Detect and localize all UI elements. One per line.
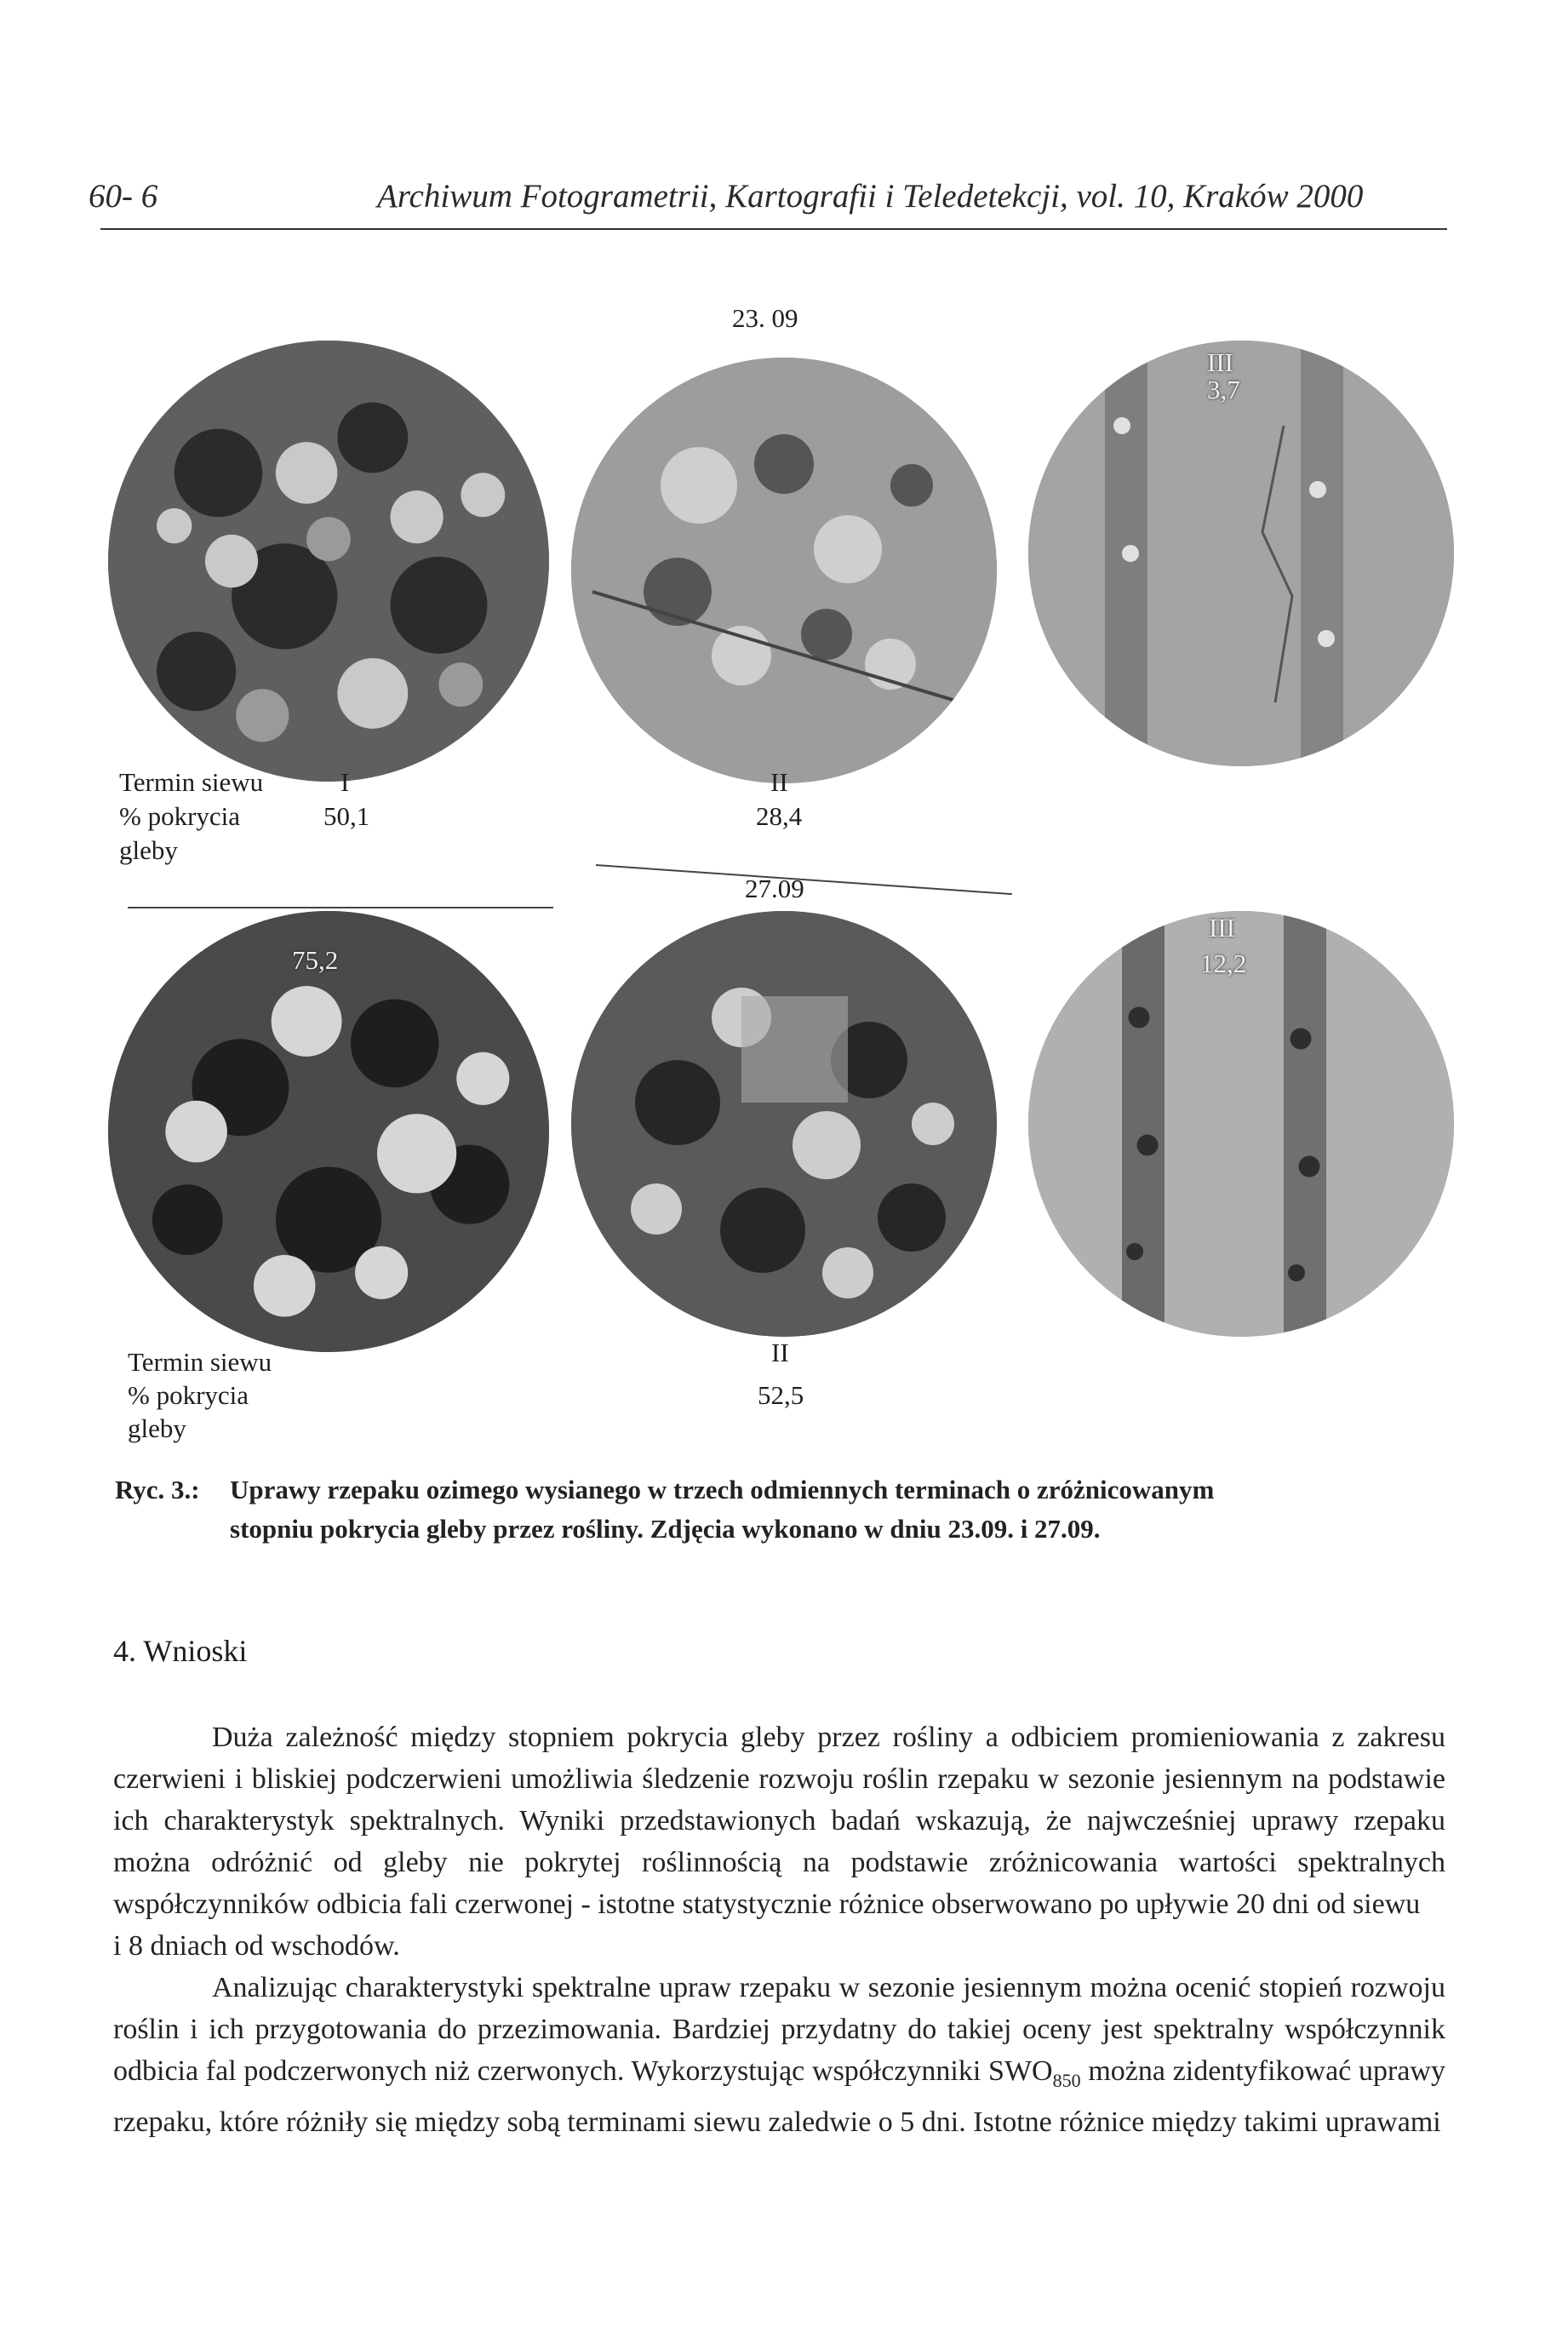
photo-row1-term1 xyxy=(108,341,549,782)
row2-term2-term: II xyxy=(771,1338,789,1367)
paragraph-2-end: można zidentyfikować uprawy rzepaku, które różniły się między sobą terminami siewu zaledwie o 5 dni. Istotne różnice między takimi uprawami xyxy=(113,2055,1445,2138)
row1-label-gleby: gleby xyxy=(119,835,178,865)
row2-term1-overlay-coverage: 75,2 xyxy=(292,945,339,975)
row1-date: 23. 09 xyxy=(732,303,798,333)
row2-label-termin: Termin siewu xyxy=(128,1347,272,1377)
row2-date: 27.09 xyxy=(745,874,804,903)
row2-label-pokrycia: % pokrycia xyxy=(128,1380,249,1410)
figure-caption-line2: stopniu pokrycia gleby przez rośliny. Zdjęcia wykonano w dniu 23.09. i 27.09. xyxy=(230,1514,1101,1544)
figure-caption-line1: Uprawy rzepaku ozimego wysianego w trzech odmiennych terminach o zróżnicowanym xyxy=(230,1475,1215,1504)
page-number: 60- 6 xyxy=(89,178,158,215)
row2-rule-left xyxy=(128,907,553,908)
journal-header: Archiwum Fotogrametrii, Kartografii i Teledetekcji, vol. 10, Kraków 2000 xyxy=(377,178,1364,215)
paragraph-1: Duża zależność między stopniem pokrycia gleby przez rośliny a odbiciem promieniowania z zakresu czerwieni i bliskiej podczerwieni umożliwia śledzenie rozwoju roślin rzepaku w sezonie jesiennym na podstawie ich charakterystyk spektralnych. Wyniki przedstawionych badań wskazują, że najwcześniej uprawy rzepaku można odróżnić od gleby nie pokrytej roślinnością na podstawie zróżnicowania wartości spektralnych współczynników odbicia fali czerwonej - istotne statystycznie różnice obserwowano po upływie 20 dni od siewu xyxy=(113,1722,1445,1920)
row1-label-pokrycia: % pokrycia xyxy=(119,801,241,831)
row1-term1-coverage: 50,1 xyxy=(323,801,370,831)
row2-term3-overlay-term: III xyxy=(1209,913,1235,943)
section-title: 4. Wnioski xyxy=(113,1634,248,1668)
row2-label-gleby: gleby xyxy=(128,1413,186,1443)
row1-label-termin: Termin siewu xyxy=(119,767,264,797)
photo-row2-term2 xyxy=(571,911,997,1337)
figure-caption-label: Ryc. 3.: xyxy=(115,1475,200,1504)
section-body xyxy=(113,1716,1445,2143)
paragraph-2-sub: 850 xyxy=(1052,2069,1081,2091)
paragraph-2-start: Analizując charakterystyki spektralne upraw rzepaku w sezonie jesiennym można ocenić stopień rozwoju roślin i ich przygotowania do przezimowania. Bardziej przydatny do takiej oceny jest spektralny współczynnik odbicia fal podczerwonych niż czerwonych. Wykorzystując współczynniki SWO xyxy=(113,1972,1445,2087)
photo-row2-term1 xyxy=(108,911,549,1352)
row2-term2-coverage: 52,5 xyxy=(758,1380,804,1410)
row2-term3-overlay-coverage: 12,2 xyxy=(1200,948,1247,978)
photo-row1-term2 xyxy=(571,358,997,783)
row1-term2-coverage: 28,4 xyxy=(756,801,803,831)
row1-term3-overlay-term: III xyxy=(1207,347,1233,377)
photo-row1-term3 xyxy=(1028,341,1454,766)
row1-term2-term: II xyxy=(770,767,788,797)
paragraph-1-end: i 8 dniach od wschodów. xyxy=(113,1930,400,1962)
paragraph-2 xyxy=(113,1967,1445,2143)
row1-term3-overlay-coverage: 3,7 xyxy=(1207,375,1240,404)
header-rule xyxy=(100,228,1447,230)
row1-term1-term: I xyxy=(340,767,350,797)
